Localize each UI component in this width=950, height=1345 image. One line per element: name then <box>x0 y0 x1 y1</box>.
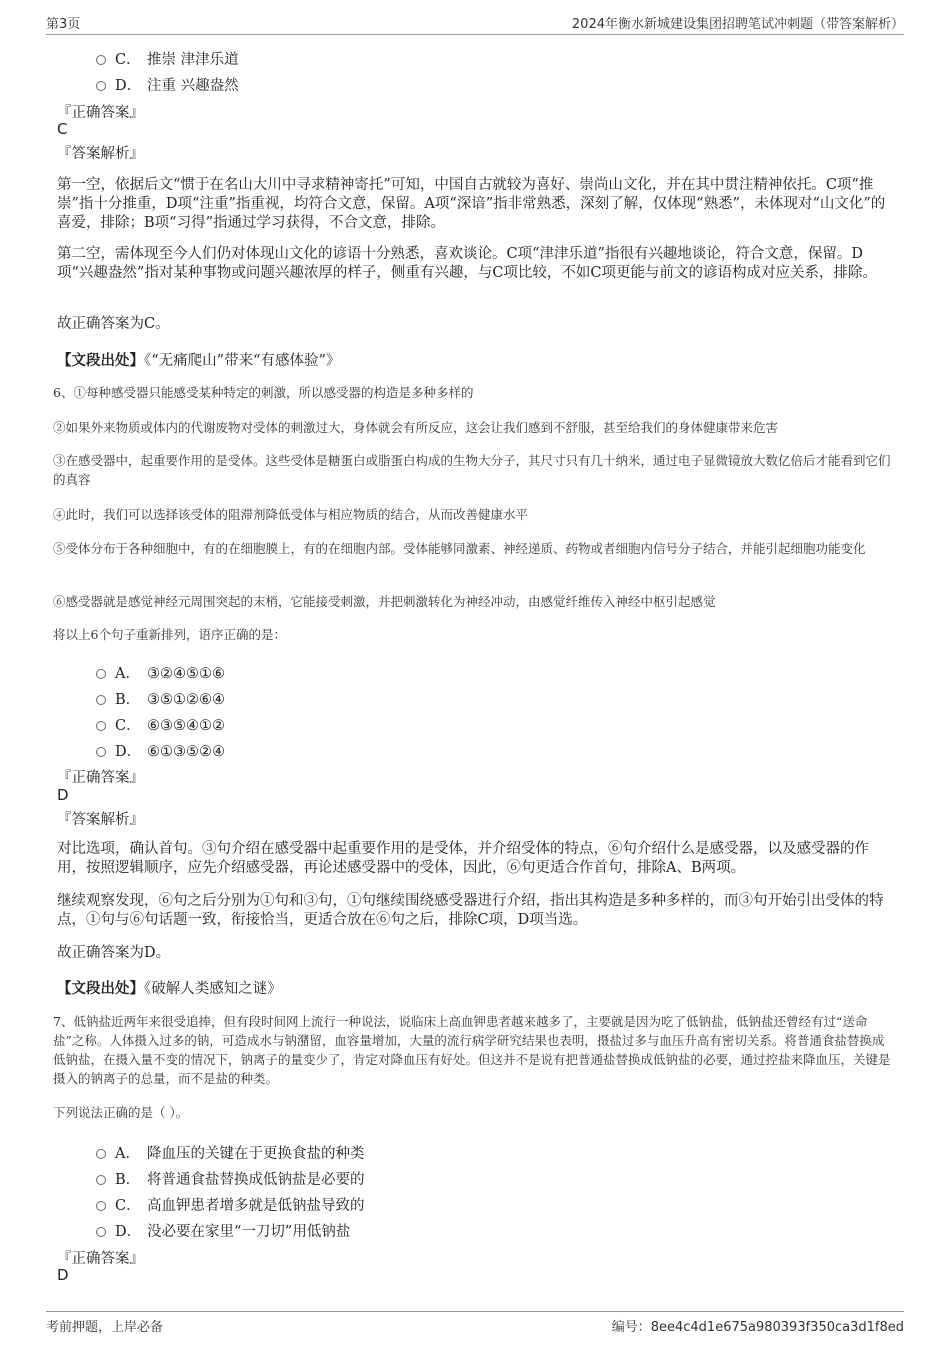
q7-question: 下列说法正确的是（ ）。 <box>53 1105 189 1120</box>
q5-source <box>57 349 340 370</box>
q7-option-c[interactable]: C． 高血钾患者增多就是低钠盐导致的 <box>96 1194 365 1215</box>
option-text: ⑥③⑤④①② <box>147 718 225 734</box>
option-text: ③⑤①②⑥④ <box>147 692 225 708</box>
source-label: 【文段出处】 <box>57 352 144 369</box>
q6-option-b[interactable]: B． ③⑤①②⑥④ <box>96 688 225 709</box>
q6-answer-label: 『正确答案』 <box>57 770 144 786</box>
radio-icon[interactable] <box>96 1201 106 1211</box>
radio-icon[interactable] <box>96 1227 106 1237</box>
q6-source <box>57 977 282 998</box>
q5-option-d[interactable]: D． 注重 兴趣盎然 <box>96 74 239 95</box>
q6-answer: D <box>57 786 69 804</box>
q6-stem-line-1: 6、①每种感受器只能感受某种特定的刺激，所以感受器的构造是多种多样的 <box>53 385 474 400</box>
q5-analysis-paragraph-1: 第一空，依据后文“惯于在名山大川中寻求精神寄托”可知，中国自古就较为喜好、崇尚山文化，并在其中贯注精神依托。C项“推崇”指十分推重，D项“注重”指重视，均符合文意，保留。A项“深谙”指非常熟悉，深刻了解，仅体现“熟悉”，未体现对“山文化”的喜爱，排除；B项“习得”指通过学习获得，不合文意，排除。 <box>57 177 886 231</box>
q7-option-b[interactable]: B． 将普通食盐替换成低钠盐是必要的 <box>96 1168 365 1189</box>
q7-answer: D <box>57 1266 69 1284</box>
q6-analysis-conclusion: 故正确答案为D。 <box>57 945 171 961</box>
q6-stem-line-6: ⑥感受器就是感觉神经元周围突起的末梢，它能接受刺激，并把刺激转化为神经冲动，由感觉纤维传入神经中枢引起感觉 <box>53 594 716 609</box>
option-text: ⑥①③⑤②④ <box>147 744 225 760</box>
source-title: 《“无痛爬山”带来“有感体验”》 <box>144 353 341 369</box>
radio-icon[interactable] <box>96 81 106 91</box>
option-text: 注重 兴趣盎然 <box>147 78 239 94</box>
q5-analysis-label: 『答案解析』 <box>57 146 144 162</box>
source-title: 《破解人类感知之谜》 <box>144 981 282 997</box>
option-text: 降血压的关键在于更换食盐的种类 <box>147 1146 365 1162</box>
page-number: 第3页 <box>46 17 81 32</box>
radio-icon[interactable] <box>96 669 106 679</box>
q6-analysis-label: 『答案解析』 <box>57 812 144 828</box>
q5-analysis-paragraph-2: 第二空，需体现至今人们仍对体现山文化的谚语十分熟悉，喜欢谈论。C项“津津乐道”指很有兴趣地谈论，符合文意，保留。D项“兴趣盎然”指对某种事物或问题兴趣浓厚的样子，侧重有兴趣，与C项比较，不如C项更能与前文的谚语构成对应关系，排除。 <box>57 246 878 281</box>
option-text: 将普通食盐替换成低钠盐是必要的 <box>147 1172 365 1188</box>
q5-answer-label: 『正确答案』 <box>57 105 144 121</box>
option-text: ③②④⑤①⑥ <box>147 666 225 682</box>
option-text: 高血钾患者增多就是低钠盐导致的 <box>147 1198 365 1214</box>
radio-icon[interactable] <box>96 1149 106 1159</box>
q6-option-d[interactable]: D． ⑥①③⑤②④ <box>96 740 225 761</box>
q6-stem-line-3: ③在感受器中，起重要作用的是受体。这些受体是糖蛋白或脂蛋白构成的生物大分子，其尺寸只有几十纳米，通过电子显微镜放大数亿倍后才能看到它们的真容 <box>53 453 891 487</box>
q5-answer: C <box>57 120 68 138</box>
source-label: 【文段出处】 <box>57 980 144 997</box>
radio-icon[interactable] <box>96 721 106 731</box>
q6-analysis-paragraph-2: 继续观察发现，⑥句之后分别为①句和③句，①句继续围绕感受器进行介绍，指出其构造是多种多样的，而③句开始引出受体的特点，①句与⑥句话题一致，衔接恰当，更适合放在⑥句之后，排除C项，D项当选。 <box>57 893 884 928</box>
radio-icon[interactable] <box>96 55 106 65</box>
q6-stem-line-4: ④此时，我们可以选择该受体的阻滞剂降低受体与相应物质的结合，从而改善健康水平 <box>53 507 529 522</box>
document-title: 2024年衡水新城建设集团招聘笔试冲刺题（带答案解析） <box>571 17 904 32</box>
q7-answer-label: 『正确答案』 <box>57 1251 144 1267</box>
q7-option-d[interactable]: D． 没必要在家里“一刀切”用低钠盐 <box>96 1220 350 1241</box>
q5-option-c[interactable]: C． 推崇 津津乐道 <box>96 48 239 69</box>
option-text: 推崇 津津乐道 <box>147 52 239 68</box>
q6-option-c[interactable]: C． ⑥③⑤④①② <box>96 714 225 735</box>
radio-icon[interactable] <box>96 695 106 705</box>
page-footer <box>46 1311 904 1338</box>
radio-icon[interactable] <box>96 1175 106 1185</box>
option-text: 没必要在家里“一刀切”用低钠盐 <box>147 1224 351 1240</box>
page-header <box>46 10 904 35</box>
q7-stem: 7、低钠盐近两年来很受追捧，但有段时间网上流行一种说法，说临床上高血钾患者越来越多了，主要就是因为吃了低钠盐，低钠盐还曾经有过“送命盐”之称。人体摄入过多的钠，可造成水与钠潴留，血容量增加，大量的流行病学研究结果也表明，摄盐过多与血压升高有密切关系。将普通食盐替换成低钠盐，在摄入量不变的情况下，钠离子的量变少了，肯定对降血压有好处。但这并不是说有把普通盐替换成低钠盐的必要，通过控盐来降血压，关键是摄入的钠离子的总量，而不是盐的种类。 <box>53 1014 891 1086</box>
q6-stem-line-2: ②如果外来物质或体内的代谢废物对受体的刺激过大，身体就会有所反应，这会让我们感到不舒服，甚至给我们的身体健康带来危害 <box>53 420 779 435</box>
q7-option-a[interactable]: A． 降血压的关键在于更换食盐的种类 <box>96 1142 365 1163</box>
q6-question: 将以上6个句子重新排列，语序正确的是： <box>53 627 286 642</box>
q6-stem-line-5: ⑤受体分布于各种细胞中，有的在细胞膜上，有的在细胞内部。受体能够同激素、神经递质、药物或者细胞内信号分子结合，并能引起细胞功能变化 <box>53 541 866 556</box>
q6-analysis-paragraph-1: 对比选项，确认首句。③句介绍在感受器中起重要作用的是受体，并介绍受体的特点，⑥句介绍什么是感受器，以及感受器的作用，按照逻辑顺序，应先介绍感受器，再论述感受器中的受体，因此，⑥句更适合作首句，排除A、B两项。 <box>57 841 869 876</box>
q6-option-a[interactable]: A． ③②④⑤①⑥ <box>96 662 225 683</box>
q5-analysis-conclusion: 故正确答案为C。 <box>57 316 170 332</box>
footer-slogan: 考前押题，上岸必备 <box>46 1320 164 1335</box>
document-id: 编号：8ee4c4d1e675a980393f350ca3d1f8ed <box>611 1320 904 1335</box>
radio-icon[interactable] <box>96 747 106 757</box>
